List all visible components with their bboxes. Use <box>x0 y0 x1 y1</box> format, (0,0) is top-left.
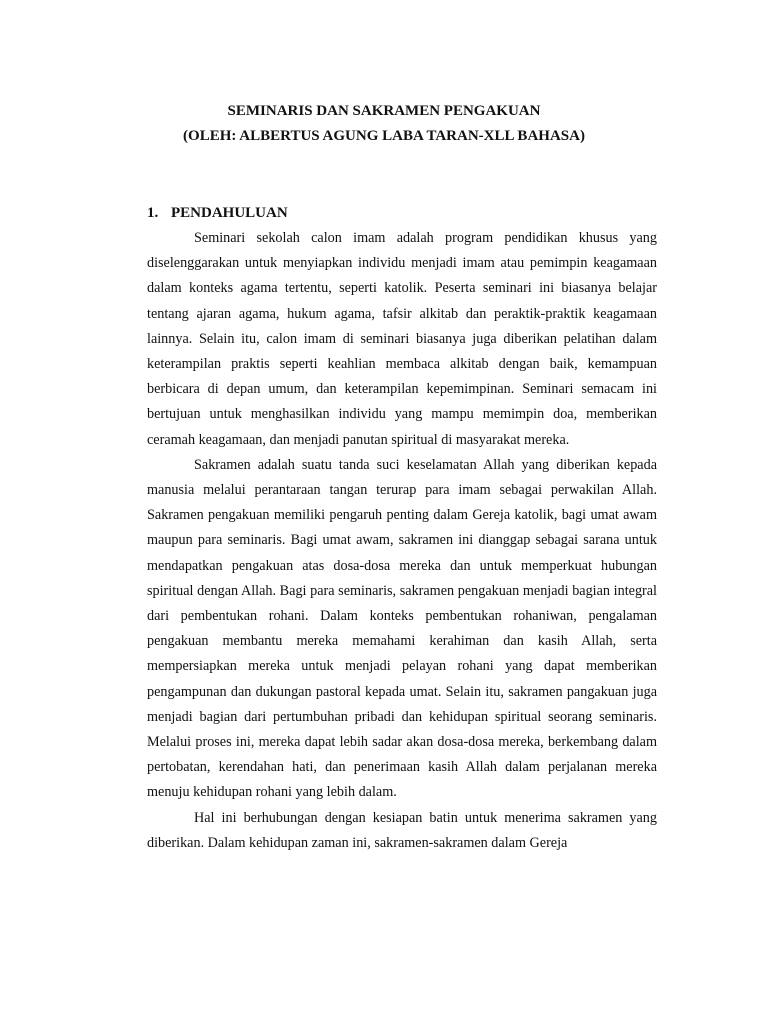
section-heading <box>147 204 288 222</box>
body-text <box>147 226 657 856</box>
section-title: PENDAHULUAN <box>171 205 288 221</box>
section-number: 1. <box>147 205 159 221</box>
paragraph: Hal ini berhubungan dengan kesiapan batin untuk menerima sakramen yang diberikan. Dalam kehidupan zaman ini, sakramen-sakramen dalam Gereja <box>147 809 657 851</box>
paragraph: Sakramen adalah suatu tanda suci keselamatan Allah yang diberikan kepada manusia melalui perantaraan tangan terurap para imam sebagai perwakilan Allah. Sakramen pengakuan memiliki pengaruh penting dalam Gereja katolik, bagi umat awam maupun para seminaris. Bagi umat awam, sakramen ini dianggap sebagai sarana untuk mendapatkan pengakuan atas dosa-dosa mereka dan untuk memperkuat hubungan spiritual dengan Allah. Bagi para seminaris, sakramen pengakuan menjadi bagian integral dari pembentukan rohani. Dalam konteks pembentukan rohaniwan, pengalaman pengakuan membantu mereka memahami kerahiman dan kasih Allah, serta mempersiapkan mereka untuk menjadi pelayan rohani yang dapat memberikan pengampunan dan dukungan pastoral kepada umat. Selain itu, sakramen pangakuan juga menjadi bagian dari pertumbuhan pribadi dan kehidupan spiritual seorang seminaris. Melalui proses ini, mereka dapat lebih sadar akan dosa-dosa mereka, berkembang dalam pertobatan, kerendahan hati, dan penerimaan kasih Allah dalam perjalanan mereka menuju kehidupan rohani yang lebih dalam. <box>147 456 657 801</box>
document-title: SEMINARIS DAN SAKRAMEN PENGAKUAN <box>227 103 541 119</box>
paragraph: Seminari sekolah calon imam adalah program pendidikan khusus yang diselenggarakan untuk menyiapkan individu menjadi imam atau pemimpin keagamaan dalam konteks agama tertentu, seperti katolik. Peserta seminari ini biasanya belajar tentang ajaran agama, hukum agama, tafsir alkitab dan peraktik-praktik keagamaan lainnya. Selain itu, calon imam di seminari biasanya juga diberikan pelatihan dalam keterampilan praktis seperti keahlian membaca alkitab dengan baik, kemampuan berbicara di depan umum, dan keterampilan kepemimpinan. Seminari semacam ini bertujuan untuk menghasilkan individu yang mampu memimpin doa, memberikan ceramah keagamaan, dan menjadi panutan spiritual di masyarakat mereka. <box>147 230 657 448</box>
document-subtitle: (OLEH: ALBERTUS AGUNG LABA TARAN-XLL BAHASA) <box>183 128 585 144</box>
